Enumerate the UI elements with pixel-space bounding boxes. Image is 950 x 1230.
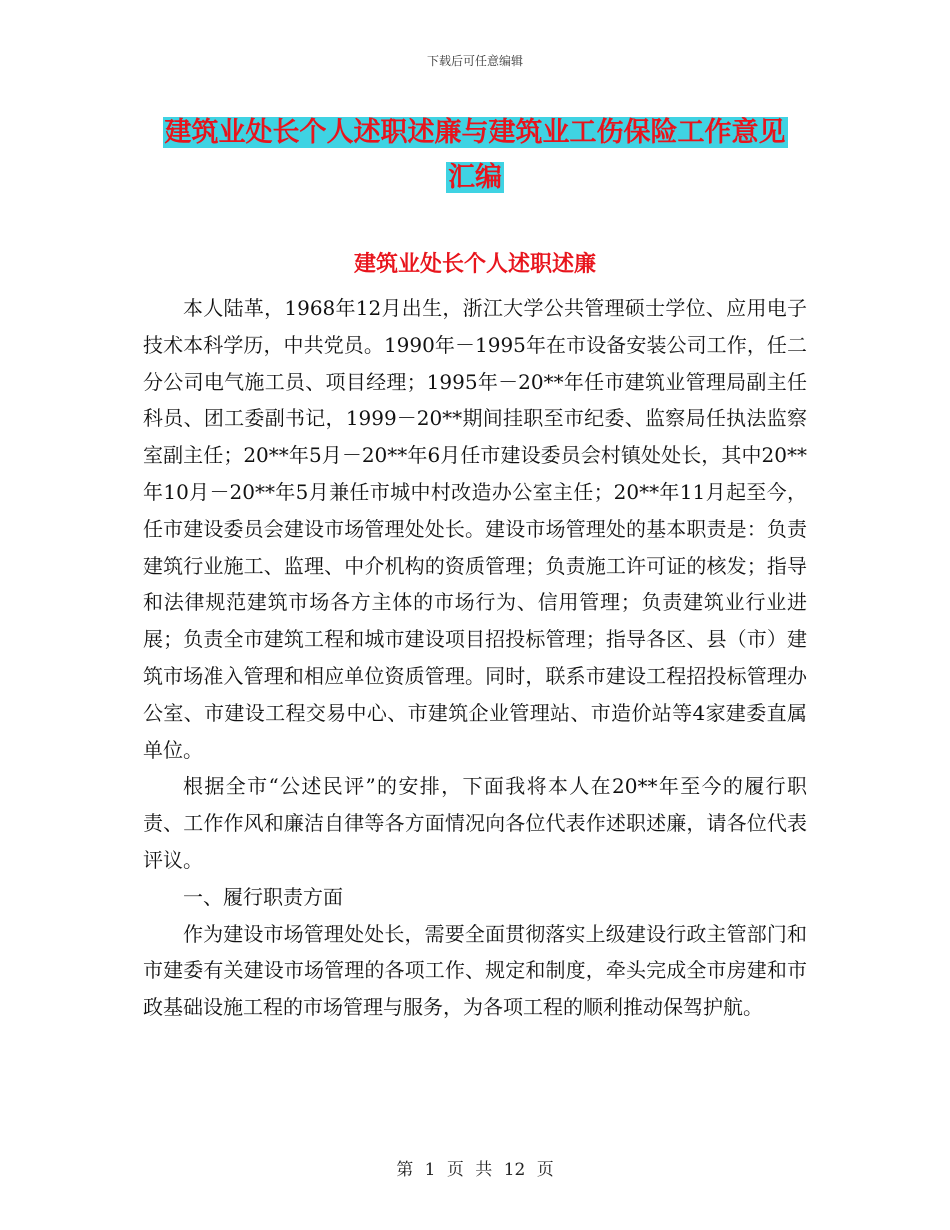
page-footer: 第 1 页 共 12 页 [396, 1160, 554, 1180]
header-note: 下载后可任意编辑 [426, 54, 523, 68]
paragraph-duties: 作为建设市场管理处处长，需要全面贯彻落实上级建设行政主管部门和市建委有关建设市场管理的各项工作、规定和制度，牵头完成全市房建和市政基础设施工程的市场管理与服务，为各项工程的顺利推动保驾护航。 [143, 921, 807, 1020]
section-heading-duties: 一、履行职责方面 [183, 884, 343, 909]
document-body [143, 290, 807, 1026]
paragraph-purpose: 根据全市“公述民评”的安排，下面我将本人在20**年至今的履行职责、工作作风和廉洁自律等各方面情况向各位代表作述职述廉，请各位代表评议。 [143, 774, 807, 872]
paragraph-intro: 本人陆革，1968年12月出生，浙江大学公共管理硕士学位、应用电子技术本科学历，中共党员。1990年－1995年在市设备安装公司工作，任二分公司电气施工员、项目经理；1995年－20**年任市建筑业管理局副主任科员、团工委副书记，1999－20**期间挂职至市纪委、监察局任执法监察室副主任；20**年5月－20**年6月任市建设委员会村镇处处长，其中20**年10月－20**年5月兼任市城中村改造办公室主任；20**年11月起至今，任市建设委员会建设市场管理处处长。建设市场管理处的基本职责是：负责建筑行业施工、监理、中介机构的资质管理；负责施工许可证的核发；指导和法律规范建筑市场各方主体的市场行为、信用管理；负责建筑业行业进展；负责全市建筑工程和城市建设项目招投标管理；指导各区、县（市）建筑市场准入管理和相应单位资质管理。同时，联系市建设工程招投标管理办公室、市建设工程交易中心、市建筑企业管理站、市造价站等4家建委直属单位。 [143, 296, 807, 762]
title-line-2: 汇编 [448, 162, 502, 193]
section-subtitle: 建筑业处长个人述职述廉 [353, 251, 596, 277]
title-line-1: 建筑业处长个人述职述廉与建筑业工伤保险工作意见 [164, 117, 786, 148]
document-title [150, 110, 800, 200]
